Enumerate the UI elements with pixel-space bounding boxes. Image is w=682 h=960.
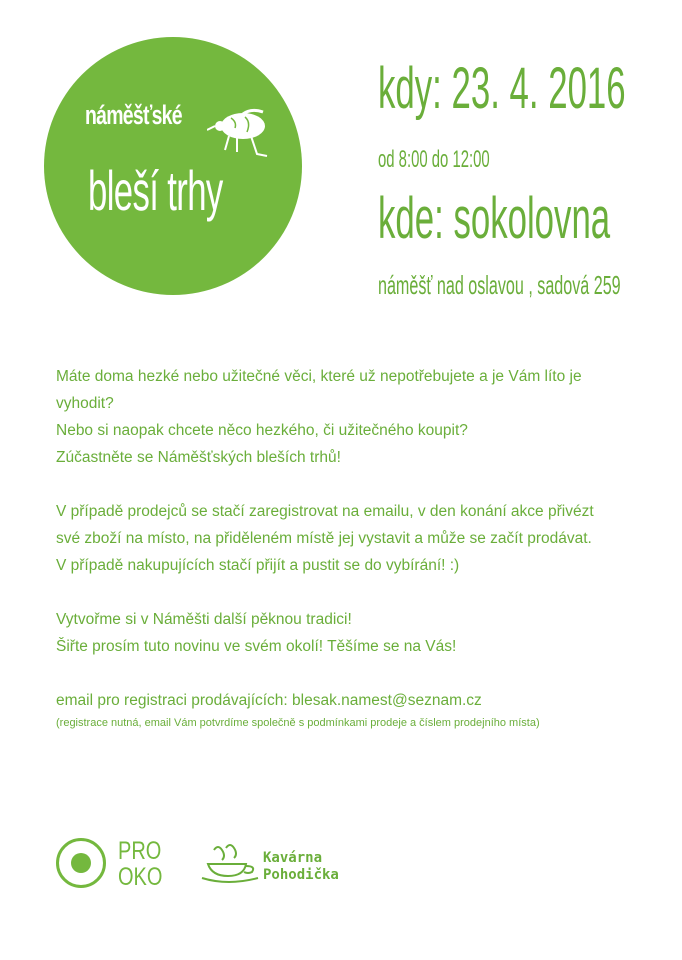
kavarna-text [263,850,339,884]
text-line: Máte doma hezké nebo užitečné věci, které už nepotřebujete a je Vám líto je [56,368,582,385]
prooko-text-line: OKO [118,863,163,891]
text-line: Zúčastněte se Náměšťských bleších trhů! [56,449,341,466]
event-address: náměšť nad oslavou , sadová 259 [378,270,621,300]
registration-note: (registrace nutná, email Vám potvrdíme společně s podmínkami prodeje a číslem prodejního místa) [56,717,540,729]
text-line: Nebo si naopak chcete něco hezkého, či užitečného koupit? [56,422,468,439]
kavarna-text-line: Kavárna [263,850,323,866]
registration-block [56,687,656,732]
paragraph-intro [56,363,656,471]
prooko-text-line: PRO [118,837,162,865]
event-date: kdy: 23. 4. 2016 [378,56,626,121]
kavarna-logo [200,842,370,888]
logo-big-text: bleší trhy [88,159,223,222]
body-text [56,363,656,732]
paragraph-instructions [56,498,656,579]
kavarna-text-line: Pohodička [263,867,339,883]
text-line: V případě prodejců se stačí zaregistrovat na emailu, v den konání akce přivézt [56,503,594,520]
prooko-logo [56,838,216,894]
text-line: Šiřte prosím tuto novinu ve svém okolí! Těšíme se na Vás! [56,638,457,655]
text-line: vyhodit? [56,395,114,412]
coffee-cup-icon [200,844,262,884]
flea-icon [207,104,273,158]
prooko-dot-icon [71,853,91,873]
prooko-text [118,838,162,890]
text-line: své zboží na místo, na přiděleném místě jej vystavit a může se začít prodávat. [56,530,592,547]
logo-small-text: náměšťské [85,100,182,130]
paragraph-invitation [56,606,656,660]
event-venue: kde: sokolovna [378,186,611,251]
text-line: V případě nakupujících stačí přijít a pustit se do vybírání! :) [56,557,460,574]
text-line: Vytvořme si v Náměšti další pěknou tradici! [56,611,352,628]
event-hours: od 8:00 do 12:00 [378,146,490,173]
registration-email: email pro registraci prodávajících: blesak.namest@seznam.cz [56,692,482,709]
